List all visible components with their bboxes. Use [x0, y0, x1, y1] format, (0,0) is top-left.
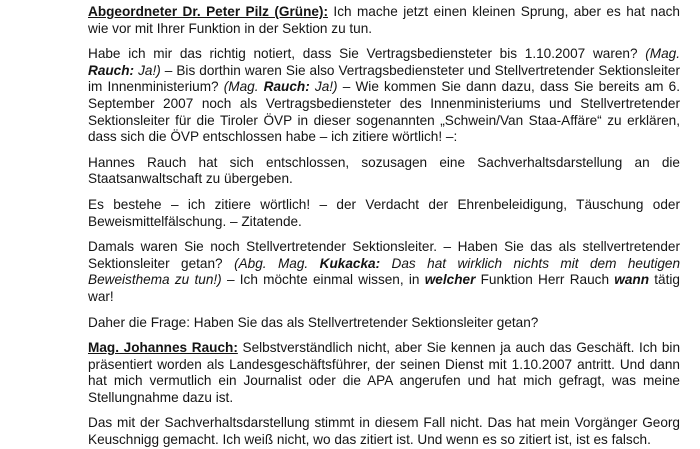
text-segment: Funktion Herr Rauch	[475, 272, 615, 288]
interjection-text: Ja!)	[309, 79, 338, 95]
text-segment: – Bis dorthin waren Sie also Vertragsbediensteter und Stellvertretender Sektionsleiter im Innenministerium?	[88, 62, 680, 95]
interjection-text: Ja!)	[134, 62, 161, 78]
speaker-pilz: Abgeordneter Dr. Peter Pilz (Grüne):	[88, 4, 328, 19]
emphasis: wann	[614, 272, 650, 288]
paragraph-text: Selbstverständlich nicht, aber Sie kennen ja auch das Geschäft. Ich bin präsentiert worden als Landesgeschäftsführer, der seinen Dienst mit 1.10.2007 antritt. Und dann hat mich vermutlich ein Journalist oder die APA angerufen und hat mich gefragt, was meine Stellungnahme dazu ist.	[88, 340, 681, 405]
paragraph-rauch-answer	[88, 340, 680, 406]
paragraph-quote-1: Hannes Rauch hat sich entschlossen, sozusagen eine Sachverhaltsdarstellung an die Staatsanwaltschaft zu übergeben.	[88, 154, 680, 187]
speaker-rauch: Mag. Johannes Rauch:	[88, 340, 238, 356]
interjection-text: Das hat wirklich nichts mit dem heutigen Beweisthema zu tun!)	[88, 255, 681, 288]
paragraph-final-question: Daher die Frage: Haben Sie das als Stellvertretender Sektionsleiter getan?	[88, 314, 539, 330]
paragraph-question	[88, 46, 680, 146]
paragraph-pilz-intro	[88, 4, 680, 37]
interjection-prefix: (Abg. Mag.	[234, 255, 320, 271]
interjection-rauch	[224, 79, 338, 94]
text-segment: Damals waren Sie noch Stellvertretender Sektionsleiter. – Haben Sie das als stellvertretender Sektionsleiter getan?	[88, 239, 680, 271]
paragraph-quote-2: Es bestehe – ich zitiere wörtlich! – der Verdacht der Ehrenbeleidigung, Täuschung oder Beweismittelfälschung. – Zitatende.	[88, 196, 680, 229]
text-segment: – Ich möchte einmal wissen, in	[221, 272, 425, 288]
text-segment: tätig war!	[88, 272, 680, 304]
paragraph-rauch-continued: Das mit der Sachverhaltsdarstellung stimmt in diesem Fall nicht. Das hat mein Vorgänger Georg Keuschnigg gemacht. Ich weiß nicht, wo das zitiert ist. Und wenn es so zitiert ist, ist es falsch.	[88, 415, 680, 448]
paragraph-text: Ich mache jetzt einen kleinen Sprung, aber es hat nach wie vor mit Ihrer Funktion in der Sektion zu tun.	[88, 4, 680, 36]
interjection-speaker: Rauch:	[263, 79, 310, 95]
interjection-speaker: Kukacka:	[319, 255, 381, 271]
text-segment: Habe ich mir das richtig notiert, dass Sie Vertragsbediensteter bis 1.10.2007 waren?	[88, 46, 646, 62]
paragraph-followup	[88, 239, 680, 305]
interjection-speaker: Rauch:	[88, 62, 135, 78]
emphasis: welcher	[424, 272, 476, 288]
interjection-prefix: (Mag.	[223, 79, 264, 95]
interjection-prefix: (Mag.	[645, 46, 680, 62]
text-segment: – Wie kommen Sie dann dazu, dass Sie bereits am 6. September 2007 noch als Vertragsbediensteter des Innenministeriums und Stellvertretender Sektionsleiter für die Tiroler ÖVP in dieser sogenannten „Schwein/Van Staa-Affäre“ zu erklären, dass sich die ÖVP entschlossen habe – ich zitiere wörtlich! –:	[88, 79, 681, 145]
